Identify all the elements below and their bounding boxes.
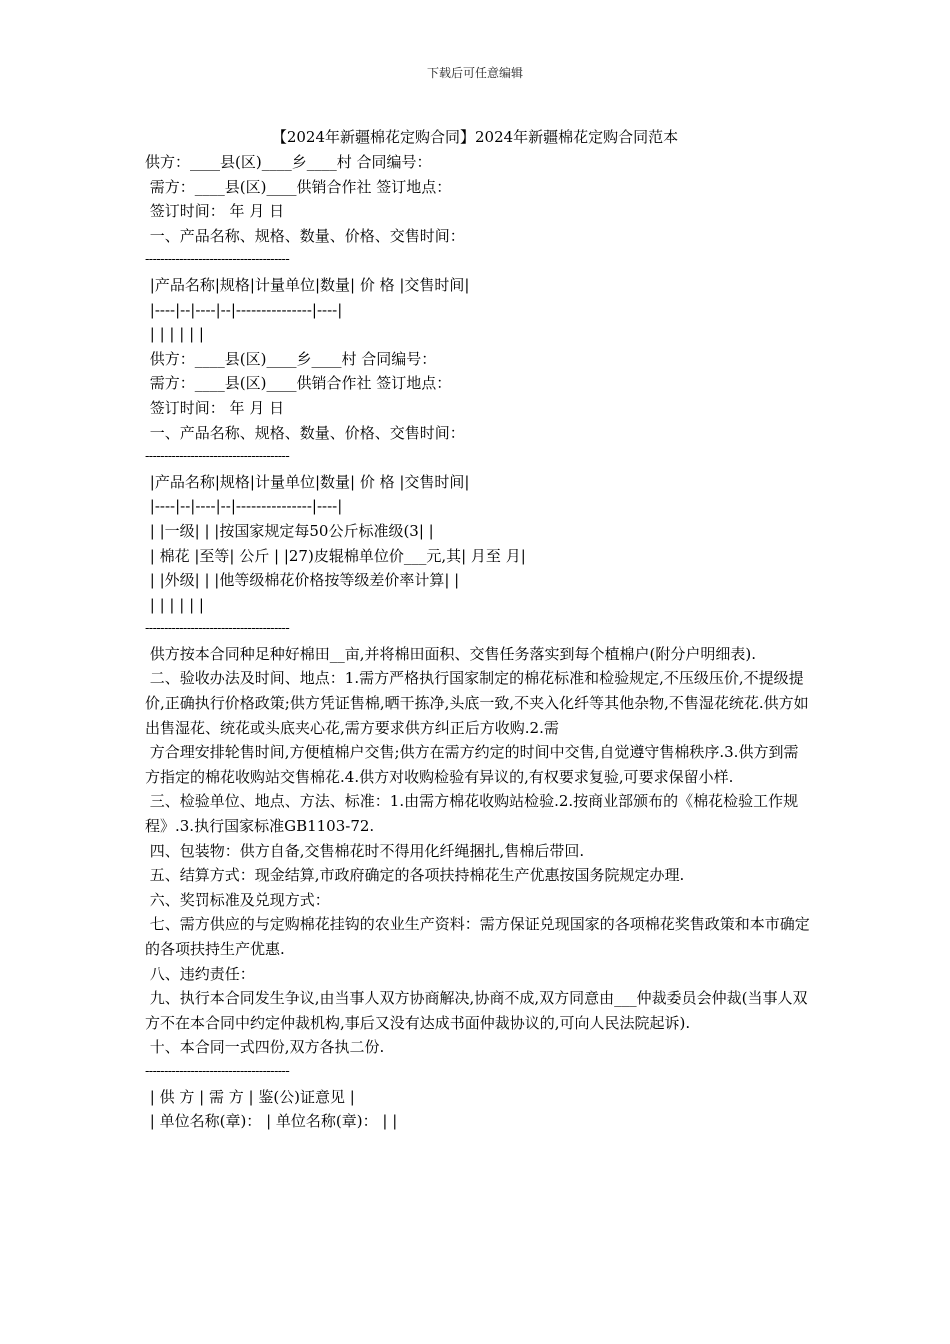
document-line: |----|--|----|--|---------------|----| [145,497,343,516]
document-title: 【2024年新疆棉花定购合同】2024年新疆棉花定购合同范本 [271,128,679,146]
document-line: -------------------------------------- [145,449,290,465]
document-line: 七、需方供应的与定购棉花挂钩的农业生产资料：需方保证兑现国家的各项棉花奖售政策和本市确定的各项扶持生产优惠. [145,915,810,958]
document-line: | | | | | | [145,595,204,614]
document-line: | | | | | | [145,325,204,344]
document-line: 六、奖罚标准及兑现方式： [145,890,330,909]
document-line: 供方：____县(区)____乡____村 合同编号： [145,349,437,368]
document-line: 供方按本合同种足种好棉田__亩,并将棉田面积、交售任务落实到每个植棉户(附分户明细表). [145,644,757,663]
document-line: 十、本合同一式四份,双方各执二份. [145,1038,385,1057]
document-line: 八、违约责任： [145,964,255,983]
document-line: | 单位名称(章)： | 单位名称(章)： | | [145,1112,398,1131]
document-line: 供方：____县(区)____乡____村 合同编号： [145,153,432,171]
page-header: 下载后可任意编辑 [426,66,523,80]
document-body [145,150,813,1134]
document-line: | |外级| | |他等级棉花价格按等级差价率计算| | [145,571,460,590]
document-line: 方合理安排轮售时间,方便植棉户交售;供方在需方约定的时间中交售,自觉遵守售棉秩序.3.供方到需方指定的棉花收购站交售棉花.4.供方对收购检验有异议的,有权要求复验,可要求保留小样. [145,743,799,786]
document-line: |----|--|----|--|---------------|----| [145,300,343,319]
document-line: 三、检验单位、地点、方法、标准：1.由需方棉花收购站检验.2.按商业部颁布的《棉花检验工作规程》.3.执行国家标准GB1103-72. [145,792,799,836]
document-line: 一、产品名称、规格、数量、价格、交售时间： [145,423,465,442]
document-line: 需方：____县(区)____供销合作社 签订地点： [145,177,452,196]
document-line: 四、包装物：供方自备,交售棉花时不得用化纤绳捆扎,售棉后带回. [145,841,585,860]
document-line: 九、执行本合同发生争议,由当事人双方协商解决,协商不成,双方同意由___仲裁委员会仲裁(当事人双方不在本合同中约定仲裁机构,事后又没有达成书面仲裁协议的,可向人民法院起诉). [145,989,808,1032]
document-line: -------------------------------------- [145,621,290,637]
document-line: -------------------------------------- [145,1063,290,1079]
document-line: -------------------------------------- [145,252,290,268]
document-line: 二、验收办法及时间、地点：1.需方严格执行国家制定的棉花标准和检验规定,不压级压价,不提级提价,正确执行价格政策;供方凭证售棉,晒干拣净,头底一致,不夹入化纤等其他杂物,不售湿花统花.供方如出售湿花、统花或头底夹心花,需方要求供方纠正后方收购.2.需 [145,669,809,737]
document-line: | 棉花 |至等| 公斤 | |27)皮辊棉单位价___元,其| 月至 月| [145,546,526,565]
document-line: | |一级| | |按国家规定每50公斤标准级(3| | [145,521,434,540]
document-line: 需方：____县(区)____供销合作社 签订地点： [145,374,452,393]
document-line: 签订时间： 年 月 日 [145,202,285,221]
document-line: 签订时间： 年 月 日 [145,398,285,417]
document-line: |产品名称|规格|计量单位|数量| 价 格 |交售时间| [145,275,470,294]
document-line: |产品名称|规格|计量单位|数量| 价 格 |交售时间| [145,472,470,491]
document-line: 一、产品名称、规格、数量、价格、交售时间： [145,226,465,245]
document-line: | 供 方 | 需 方 | 鉴(公)证意见 | [145,1087,355,1106]
document-line: 五、结算方式：现金结算,市政府确定的各项扶持棉花生产优惠按国务院规定办理. [145,866,685,885]
